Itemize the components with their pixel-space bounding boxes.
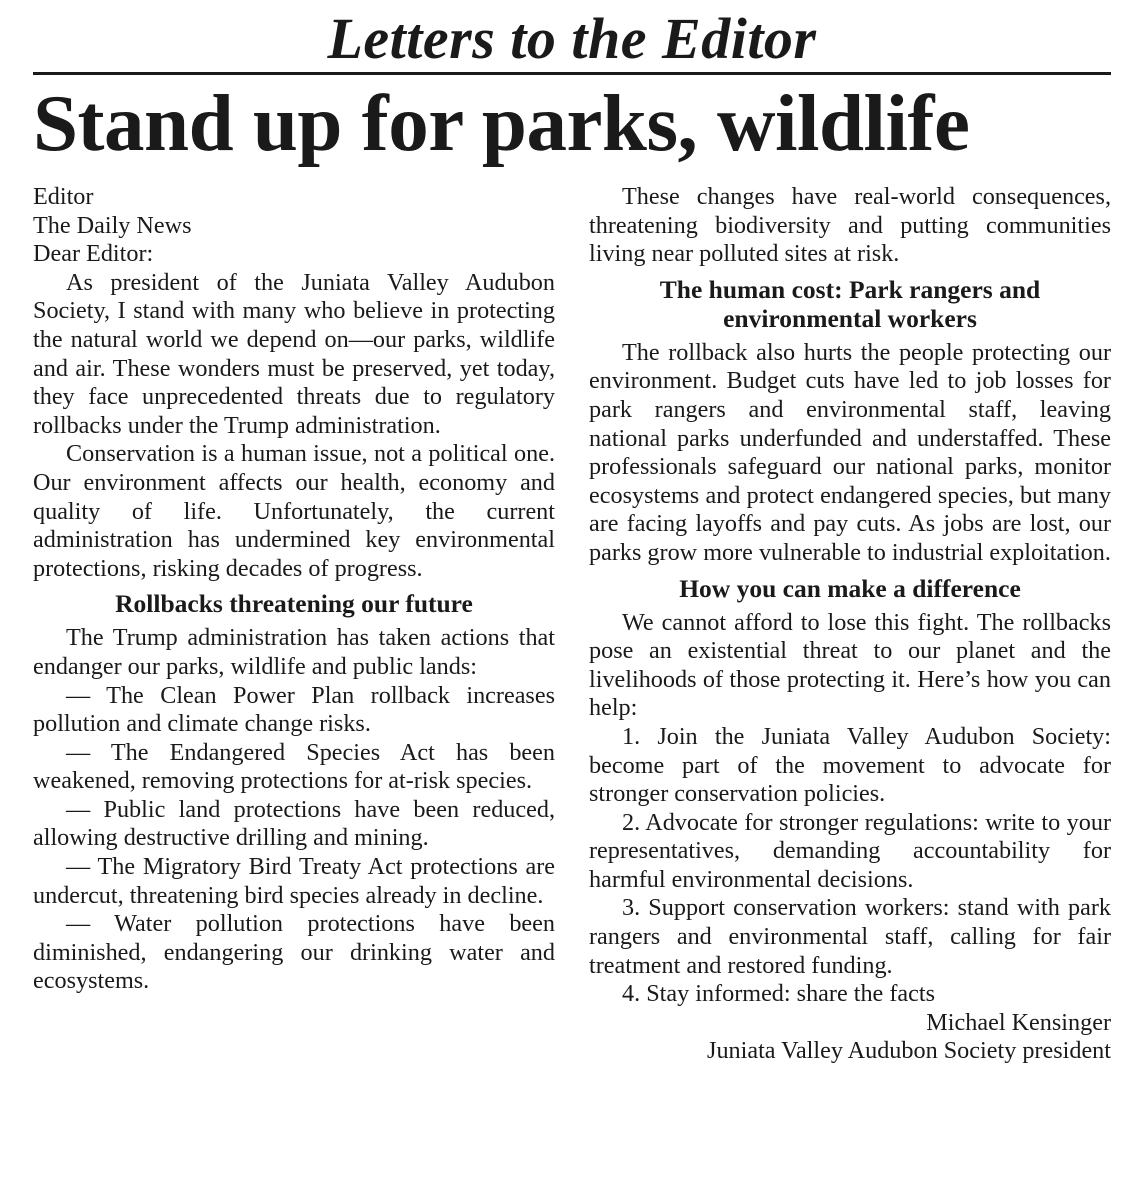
address-block [33,183,555,269]
bullet-item: — Public land protections have been reduced, allowing destructive drilling and mining. [33,795,555,852]
paragraph: The rollback also hurts the people protecting our environment. Budget cuts have led to job losses for park rangers and environmental staff, leaving national parks underfunded and understaffed. These professionals safeguard our national parks, monitor ecosystems and protect endangered species, but many are facing layoffs and pay cuts. As jobs are lost, our parks grow more vulnerable to industrial exploitation. [589,338,1111,566]
address-line: Editor [33,183,94,210]
subhead-difference: How you can make a difference [679,573,1021,603]
subhead-human-cost: The human cost: Park rangers and environmental workers [659,274,1041,333]
paragraph: The Trump administration has taken actions that endanger our parks, wildlife and public lands: [33,624,555,680]
right-column [589,183,1111,1066]
paragraph: As president of the Juniata Valley Audubon Society, I stand with many who believe in protecting the natural world we depend on—our parks, wildlife and air. These wonders must be preserved, yet today, they face unprecedented threats due to regulatory rollbacks under the Trump administration. [33,268,555,439]
list-item: 1. Join the Juniata Valley Audubon Society: become part of the movement to advocate for stronger conservation policies. [589,722,1111,808]
left-column [33,183,555,1066]
subhead-rollbacks: Rollbacks threatening our future [115,589,473,619]
list-item: 3. Support conservation workers: stand with park rangers and environmental staff, calling for fair treatment and restored funding. [589,894,1111,979]
article-columns [33,183,1111,1066]
signature-title: Juniata Valley Audubon Society president [707,1037,1111,1065]
list-item: 2. Advocate for stronger regulations: write to your representatives, demanding accountability for harmful environmental decisions. [589,808,1111,893]
paragraph: We cannot afford to lose this fight. The rollbacks pose an existential threat to our planet and the livelihoods of those protecting it. Here’s how you can help: [589,608,1111,722]
bullet-item: — Water pollution protections have been diminished, endangering our drinking water and ecosystems. [33,910,555,995]
headline: Stand up for parks, wildlife [33,78,970,168]
paragraph: These changes have real-world consequences, threatening biodiversity and putting communities living near polluted sites at risk. [589,183,1111,268]
bullet-item: — The Clean Power Plan rollback increases pollution and climate change risks. [33,681,555,738]
section-title: Letters to the Editor [327,6,817,71]
paragraph: Conservation is a human issue, not a political one. Our environment affects our health, economy and quality of life. Unfortunately, the current administration has undermined key environmental protections, risking decades of progress. [33,440,555,582]
signature-name: Michael Kensinger [926,1008,1111,1036]
address-line: The Daily News [33,211,192,239]
list-item: 4. Stay informed: share the facts [622,980,935,1008]
address-line: Dear Editor: [33,240,154,268]
bullet-item: — The Endangered Species Act has been weakened, removing protections for at-risk species. [33,738,555,795]
bullet-item: — The Migratory Bird Treaty Act protections are undercut, threatening bird species already in decline. [33,853,555,909]
